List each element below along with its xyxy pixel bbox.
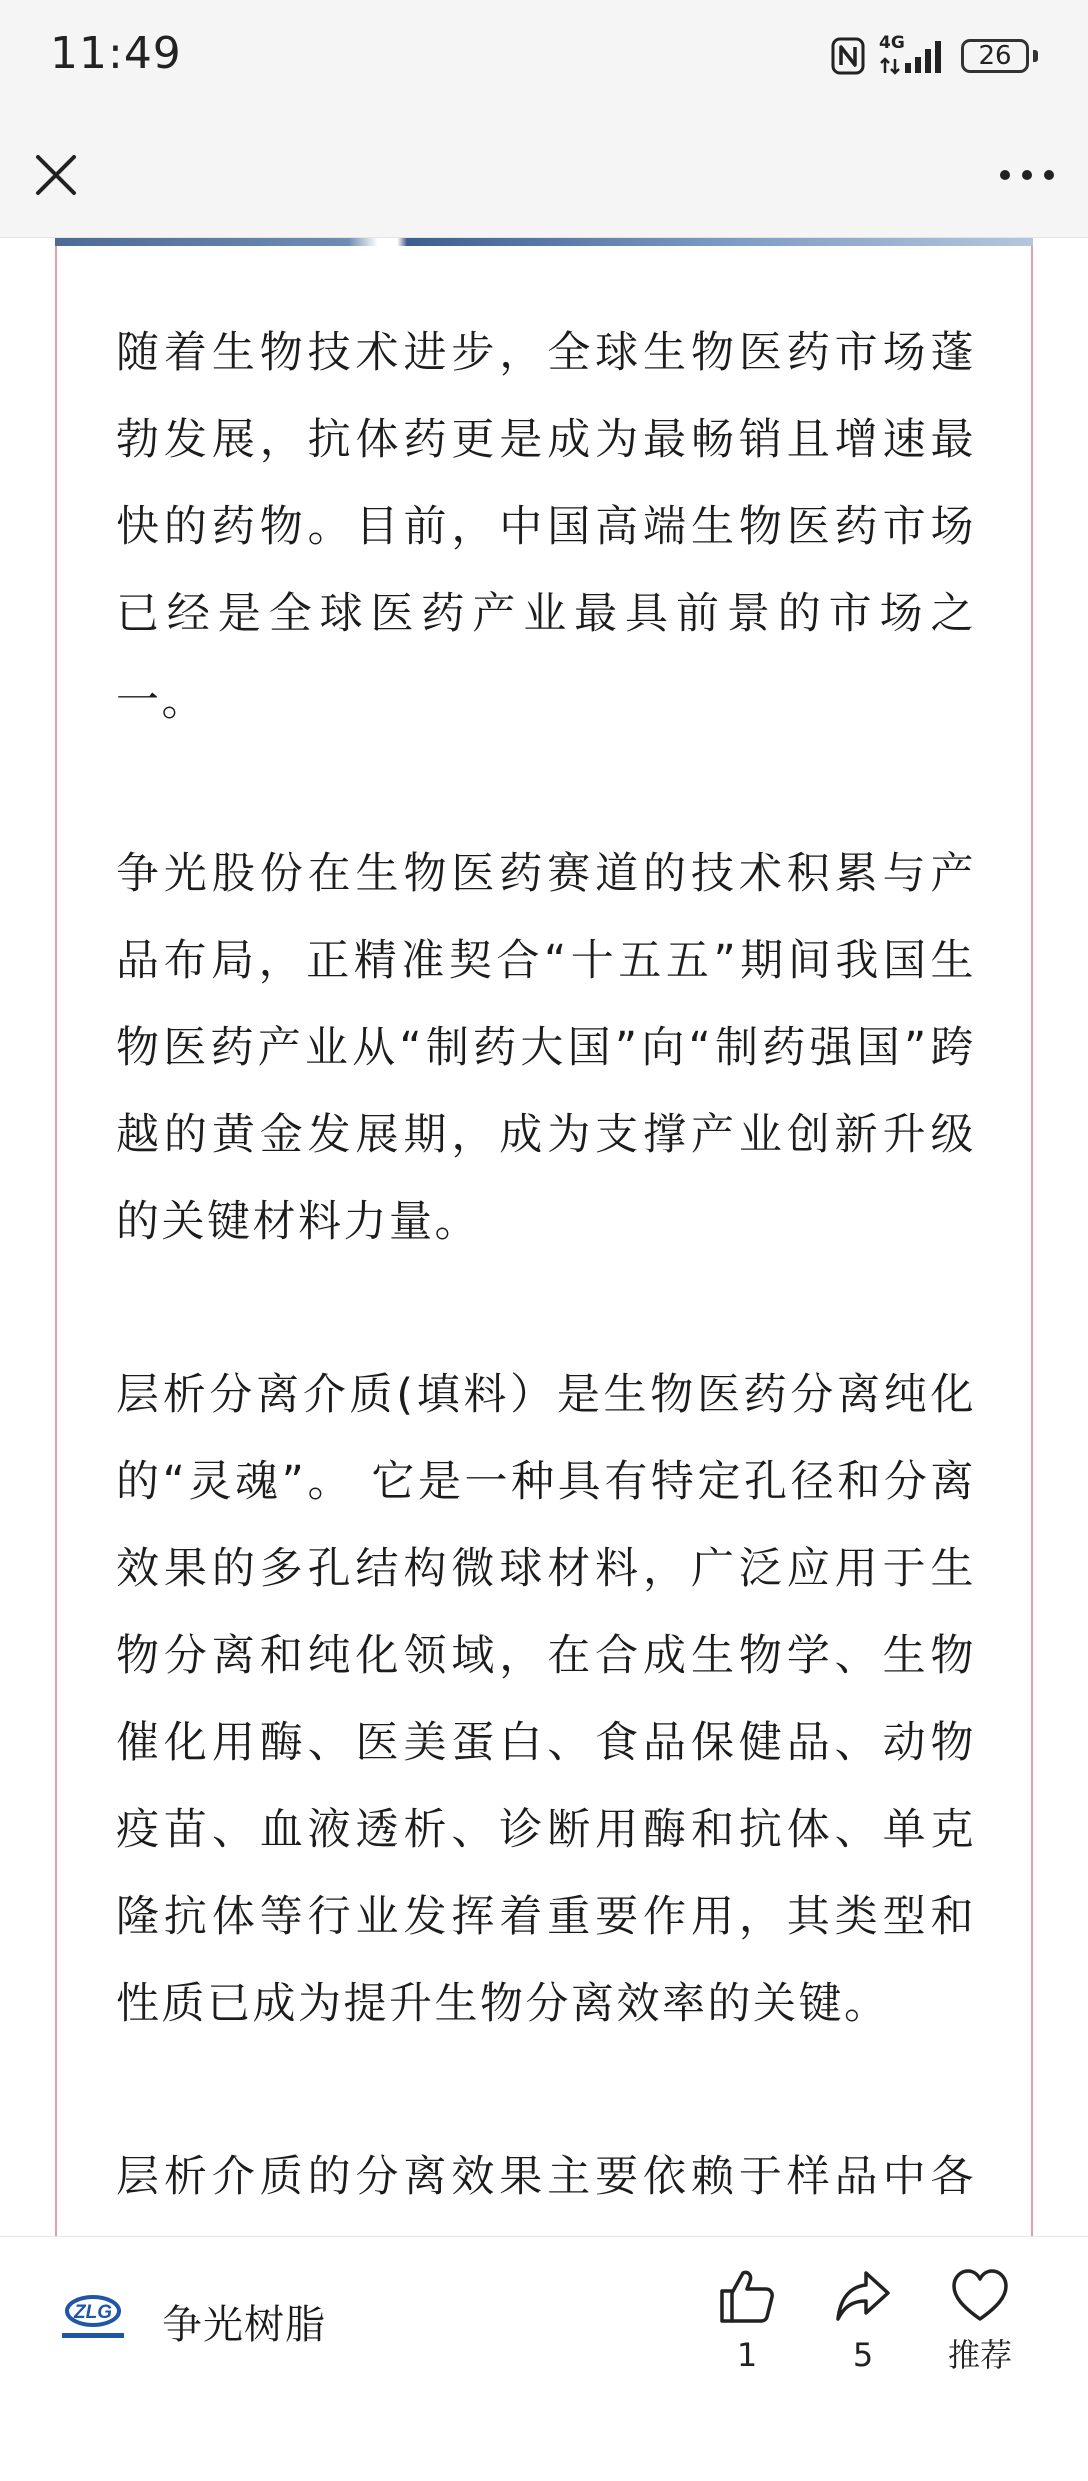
svg-text:ZLG: ZLG	[74, 2302, 112, 2323]
article-content[interactable]	[0, 238, 1088, 2235]
share-button[interactable]	[808, 2267, 918, 2375]
share-count: 5	[852, 2336, 874, 2374]
top-bar	[0, 115, 1088, 238]
status-bar	[0, 0, 1088, 115]
close-button[interactable]	[26, 145, 86, 205]
more-icon	[999, 169, 1055, 181]
close-icon	[34, 153, 78, 197]
battery-level: 26	[978, 41, 1012, 71]
recommend-button[interactable]	[925, 2267, 1035, 2375]
article-body	[116, 310, 976, 2481]
battery-tip	[1033, 50, 1038, 62]
status-icons	[831, 34, 1038, 78]
battery-icon	[961, 39, 1029, 73]
bottom-bar	[0, 2236, 1088, 2401]
heart-icon	[951, 2267, 1009, 2325]
signal-indicator	[879, 33, 947, 75]
status-time: 11:49	[50, 28, 182, 79]
article-paragraph: 随着生物技术进步，全球生物医药市场蓬勃发展，抗体药更是成为最畅销且增速最快的药物。目前，中国高端生物医药市场已经是全球医药产业最具前景的市场之一。	[116, 328, 976, 726]
like-button[interactable]	[692, 2267, 802, 2375]
nfc-icon	[831, 37, 865, 75]
account-name[interactable]: 争光树脂	[162, 2302, 326, 2348]
article-paragraph: 争光股份在生物医药赛道的技术积累与产品布局，正精准契合“十五五”期间我国生物医药产业从“制药大国”向“制药强国”跨越的黄金发展期，成为支撑产业创新升级的关键材料力量。	[116, 849, 976, 1247]
more-button[interactable]	[992, 145, 1062, 205]
article-paragraph: 层析介质的分离效果主要依赖于样品中各	[116, 2152, 976, 2202]
recommend-label: 推荐	[947, 2336, 1012, 2374]
signal-icon	[879, 33, 947, 75]
network-type: 4G	[879, 33, 905, 53]
thumbs-up-icon	[718, 2267, 776, 2325]
share-icon	[834, 2267, 892, 2325]
account-logo[interactable]	[56, 2291, 130, 2347]
like-count: 1	[736, 2336, 758, 2374]
article-paragraph: 层析分离介质(填料）是生物医药分离纯化的“灵魂”。 它是一种具有特定孔径和分离效果的多孔结构微球材料，广泛应用于生物分离和纯化领域，在合成生物学、生物催化用酶、医美蛋白、食品保健品、动物疫苗、血液透析、诊断用酶和抗体、单克隆抗体等行业发挥着重要作用，其类型和性质已成为提升生物分离效率的关键。	[116, 1370, 976, 2029]
header-image	[55, 238, 1033, 246]
